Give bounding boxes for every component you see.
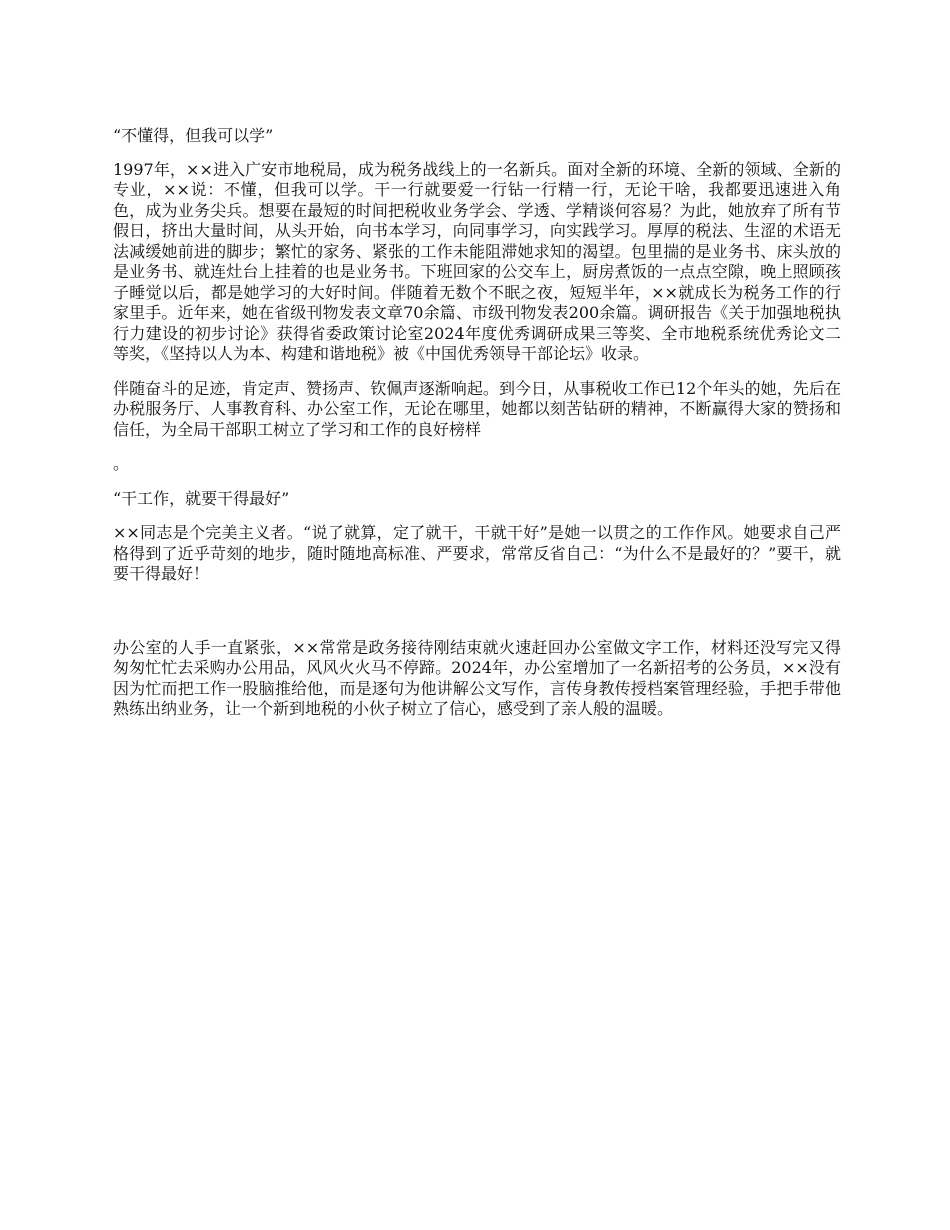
- paragraph-period: 。: [113, 454, 130, 473]
- spacer: [113, 147, 841, 160]
- spacer: [113, 440, 841, 454]
- spacer: [113, 585, 841, 638]
- spacer: [113, 365, 841, 379]
- paragraph-office-work: 办公室的人手一直紧张，××常常是政务接待刚结束就火速赶回办公室做文字工作，材料还没写完又得匆匆忙忙去采购办公用品，风风火火马不停蹄。2024年，办公室增加了一名新招考的公务员，××没有因为忙而把工作一股脑推给他，而是逐句为他讲解公文写作，言传身教传授档案管理经验，手把手带他熟练出纳业务，让一个新到地税的小伙子树立了信心，感受到了亲人般的温暖。: [113, 637, 841, 718]
- paragraph-perfectionist: ××同志是个完美主义者。“说了就算，定了就干，干就干好”是她一以贯之的工作作风。她要求自己严格得到了近乎苛刻的地步，随时随地高标准、严要求，常常反省自己：“为什么不是最好的？”要干，就要干得最好！: [113, 523, 841, 583]
- paragraph-recognition: 伴随奋斗的足迹，肯定声、赞扬声、钦佩声逐渐响起。到今日，从事税收工作已12个年头的她，先后在办税服务厅、人事教育科、办公室工作，无论在哪里，她都以刻苦钻研的精神，不断赢得大家的赞扬和信任，为全局干部职工树立了学习和工作的良好榜样: [113, 378, 841, 439]
- spacer: [113, 475, 841, 489]
- document-body: [113, 126, 841, 720]
- section-heading-learning: “不懂得，但我可以学”: [113, 126, 274, 145]
- paragraph-learning-story: 1997年，××进入广安市地税局，成为税务战线上的一名新兵。面对全新的环境、全新的领域、全新的专业，××说：不懂，但我可以学。干一行就要爱一行钻一行精一行，无论干啥，我都要迅速进入角色，成为业务尖兵。想要在最短的时间把税收业务学会、学透、学精谈何容易？为此，她放弃了所有节假日，挤出大量时间，从头开始，向书本学习，向同事学习，向实践学习。厚厚的税法、生涩的术语无法减缓她前进的脚步；繁忙的家务、紧张的工作未能阻滞她求知的渴望。包里揣的是业务书、床头放的是业务书、就连灶台上挂着的也是业务书。下班回家的公交车上，厨房煮饭的一点点空隙，晚上照顾孩子睡觉以后，都是她学习的大好时间。伴随着无数个不眠之夜，短短半年，××就成长为税务工作的行家里手。近年来，她在省级刊物发表文章70余篇、市级刊物发表200余篇。调研报告《关于加强地税执行力建设的初步讨论》获得省委政策讨论室2024年度优秀调研成果三等奖、全市地税系统优秀论文二等奖，《坚持以人为本、构建和谐地税》被《中国优秀领导干部论坛》收录。: [113, 159, 841, 363]
- spacer: [113, 509, 841, 523]
- section-heading-best-work: “干工作，就要干得最好”: [113, 488, 290, 508]
